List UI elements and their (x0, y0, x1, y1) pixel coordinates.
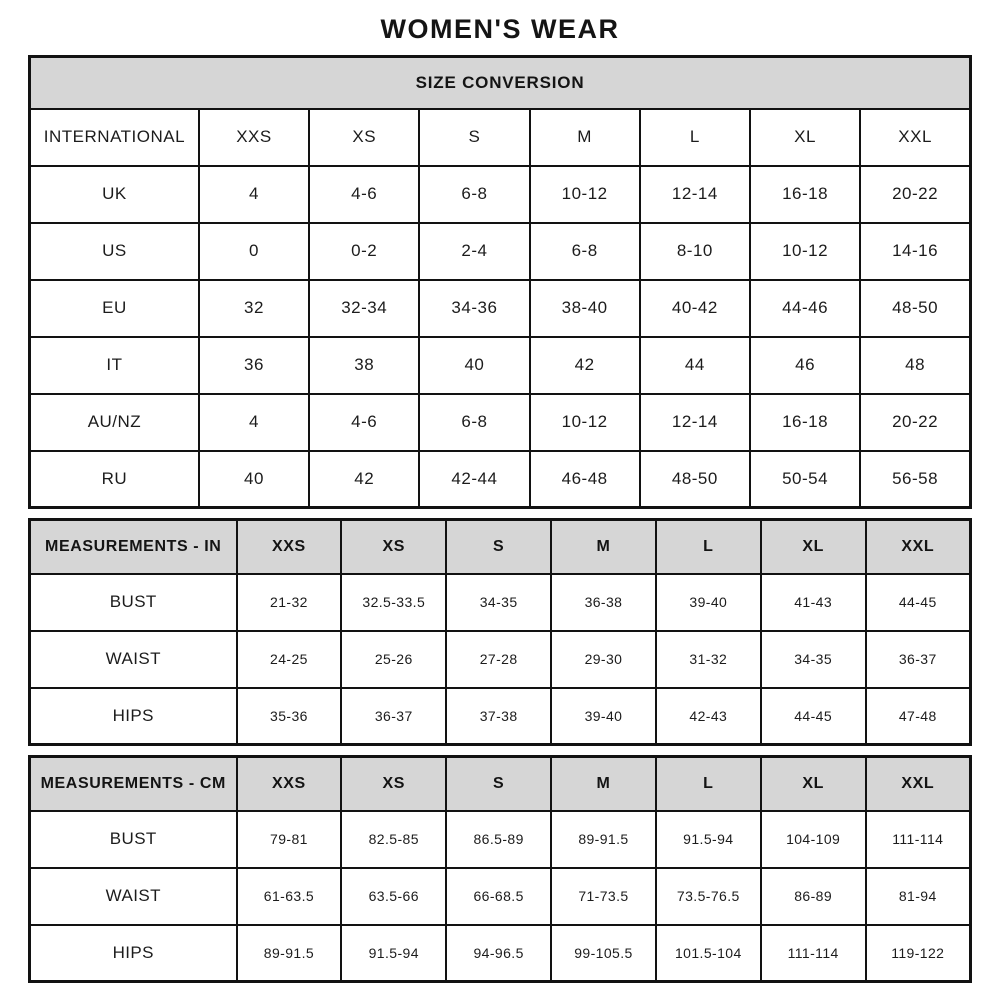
size-conversion-table (28, 55, 972, 509)
value-cell: 42-44 (419, 451, 529, 508)
value-cell: 4 (199, 394, 309, 451)
value-cell: 32 (199, 280, 309, 337)
value-cell: 99-105.5 (551, 925, 656, 982)
value-cell: 50-54 (750, 451, 860, 508)
column-header: XL (761, 757, 866, 811)
value-cell: 37-38 (446, 688, 551, 745)
value-cell: 48 (860, 337, 970, 394)
value-cell: 6-8 (419, 166, 529, 223)
value-cell: 111-114 (761, 925, 866, 982)
value-cell: 39-40 (656, 574, 761, 631)
value-cell: 86.5-89 (446, 811, 551, 868)
column-header: M (530, 109, 640, 166)
row-label-bust: BUST (30, 811, 237, 868)
value-cell: 47-48 (866, 688, 971, 745)
value-cell: 42-43 (656, 688, 761, 745)
value-cell: 16-18 (750, 166, 860, 223)
value-cell: 39-40 (551, 688, 656, 745)
value-cell: 48-50 (860, 280, 970, 337)
measurements-cm-table (28, 755, 972, 983)
column-header: XXL (866, 520, 971, 574)
table-row (30, 337, 971, 394)
table-row (30, 868, 971, 925)
value-cell: 111-114 (866, 811, 971, 868)
value-cell: 91.5-94 (341, 925, 446, 982)
row-label-eu: EU (30, 280, 199, 337)
value-cell: 44 (640, 337, 750, 394)
value-cell: 32-34 (309, 280, 419, 337)
value-cell: 38-40 (530, 280, 640, 337)
column-header: XXS (237, 520, 342, 574)
value-cell: 89-91.5 (237, 925, 342, 982)
value-cell: 36-37 (341, 688, 446, 745)
value-cell: 29-30 (551, 631, 656, 688)
column-header: XS (309, 109, 419, 166)
value-cell: 6-8 (419, 394, 529, 451)
value-cell: 38 (309, 337, 419, 394)
column-header: XXL (866, 757, 971, 811)
measurements-in-header: MEASUREMENTS - IN (30, 520, 237, 574)
value-cell: 44-45 (761, 688, 866, 745)
column-header: S (419, 109, 529, 166)
value-cell: 35-36 (237, 688, 342, 745)
value-cell: 46 (750, 337, 860, 394)
row-label-aunz: AU/NZ (30, 394, 199, 451)
value-cell: 101.5-104 (656, 925, 761, 982)
column-header: M (551, 520, 656, 574)
value-cell: 10-12 (530, 394, 640, 451)
table-spacer (28, 746, 972, 755)
value-cell: 40 (419, 337, 529, 394)
value-cell: 14-16 (860, 223, 970, 280)
table-row (30, 109, 971, 166)
value-cell: 32.5-33.5 (341, 574, 446, 631)
value-cell: 79-81 (237, 811, 342, 868)
measurements-in-table (28, 518, 972, 746)
size-conversion-header: SIZE CONVERSION (30, 57, 971, 109)
value-cell: 36-37 (866, 631, 971, 688)
row-label-bust: BUST (30, 574, 237, 631)
value-cell: 63.5-66 (341, 868, 446, 925)
column-header: S (446, 757, 551, 811)
row-label-hips: HIPS (30, 688, 237, 745)
value-cell: 0-2 (309, 223, 419, 280)
value-cell: 27-28 (446, 631, 551, 688)
column-header: XXL (860, 109, 970, 166)
value-cell: 4 (199, 166, 309, 223)
column-header: L (656, 757, 761, 811)
column-header: XL (761, 520, 866, 574)
table-row (30, 757, 971, 811)
table-row (30, 631, 971, 688)
value-cell: 89-91.5 (551, 811, 656, 868)
value-cell: 2-4 (419, 223, 529, 280)
value-cell: 16-18 (750, 394, 860, 451)
table-row (30, 451, 971, 508)
column-header: XS (341, 757, 446, 811)
value-cell: 40-42 (640, 280, 750, 337)
value-cell: 41-43 (761, 574, 866, 631)
value-cell: 10-12 (530, 166, 640, 223)
row-label-us: US (30, 223, 199, 280)
value-cell: 48-50 (640, 451, 750, 508)
value-cell: 46-48 (530, 451, 640, 508)
table-row (30, 57, 971, 109)
column-header-international: INTERNATIONAL (30, 109, 199, 166)
column-header: XL (750, 109, 860, 166)
value-cell: 21-32 (237, 574, 342, 631)
value-cell: 61-63.5 (237, 868, 342, 925)
value-cell: 34-36 (419, 280, 529, 337)
value-cell: 44-46 (750, 280, 860, 337)
value-cell: 8-10 (640, 223, 750, 280)
value-cell: 119-122 (866, 925, 971, 982)
value-cell: 73.5-76.5 (656, 868, 761, 925)
table-row (30, 166, 971, 223)
value-cell: 94-96.5 (446, 925, 551, 982)
value-cell: 104-109 (761, 811, 866, 868)
value-cell: 20-22 (860, 166, 970, 223)
column-header: M (551, 757, 656, 811)
value-cell: 36-38 (551, 574, 656, 631)
value-cell: 34-35 (761, 631, 866, 688)
table-row (30, 280, 971, 337)
column-header: XXS (199, 109, 309, 166)
row-label-it: IT (30, 337, 199, 394)
value-cell: 71-73.5 (551, 868, 656, 925)
table-row (30, 394, 971, 451)
row-label-ru: RU (30, 451, 199, 508)
table-row (30, 688, 971, 745)
column-header: L (656, 520, 761, 574)
column-header: XXS (237, 757, 342, 811)
table-spacer (28, 509, 972, 518)
page-title: WOMEN'S WEAR (380, 14, 620, 44)
value-cell: 12-14 (640, 394, 750, 451)
value-cell: 34-35 (446, 574, 551, 631)
table-row (30, 811, 971, 868)
value-cell: 4-6 (309, 166, 419, 223)
table-row (30, 520, 971, 574)
row-label-hips: HIPS (30, 925, 237, 982)
value-cell: 20-22 (860, 394, 970, 451)
measurements-cm-header: MEASUREMENTS - CM (30, 757, 237, 811)
value-cell: 42 (309, 451, 419, 508)
value-cell: 24-25 (237, 631, 342, 688)
value-cell: 82.5-85 (341, 811, 446, 868)
row-label-waist: WAIST (30, 631, 237, 688)
table-row (30, 925, 971, 982)
value-cell: 0 (199, 223, 309, 280)
value-cell: 6-8 (530, 223, 640, 280)
value-cell: 31-32 (656, 631, 761, 688)
value-cell: 25-26 (341, 631, 446, 688)
column-header: XS (341, 520, 446, 574)
row-label-uk: UK (30, 166, 199, 223)
value-cell: 86-89 (761, 868, 866, 925)
value-cell: 66-68.5 (446, 868, 551, 925)
value-cell: 56-58 (860, 451, 970, 508)
column-header: L (640, 109, 750, 166)
table-row (30, 223, 971, 280)
value-cell: 81-94 (866, 868, 971, 925)
table-row (30, 574, 971, 631)
value-cell: 40 (199, 451, 309, 508)
column-header: S (446, 520, 551, 574)
value-cell: 44-45 (866, 574, 971, 631)
value-cell: 36 (199, 337, 309, 394)
row-label-waist: WAIST (30, 868, 237, 925)
value-cell: 12-14 (640, 166, 750, 223)
value-cell: 4-6 (309, 394, 419, 451)
value-cell: 10-12 (750, 223, 860, 280)
value-cell: 42 (530, 337, 640, 394)
value-cell: 91.5-94 (656, 811, 761, 868)
